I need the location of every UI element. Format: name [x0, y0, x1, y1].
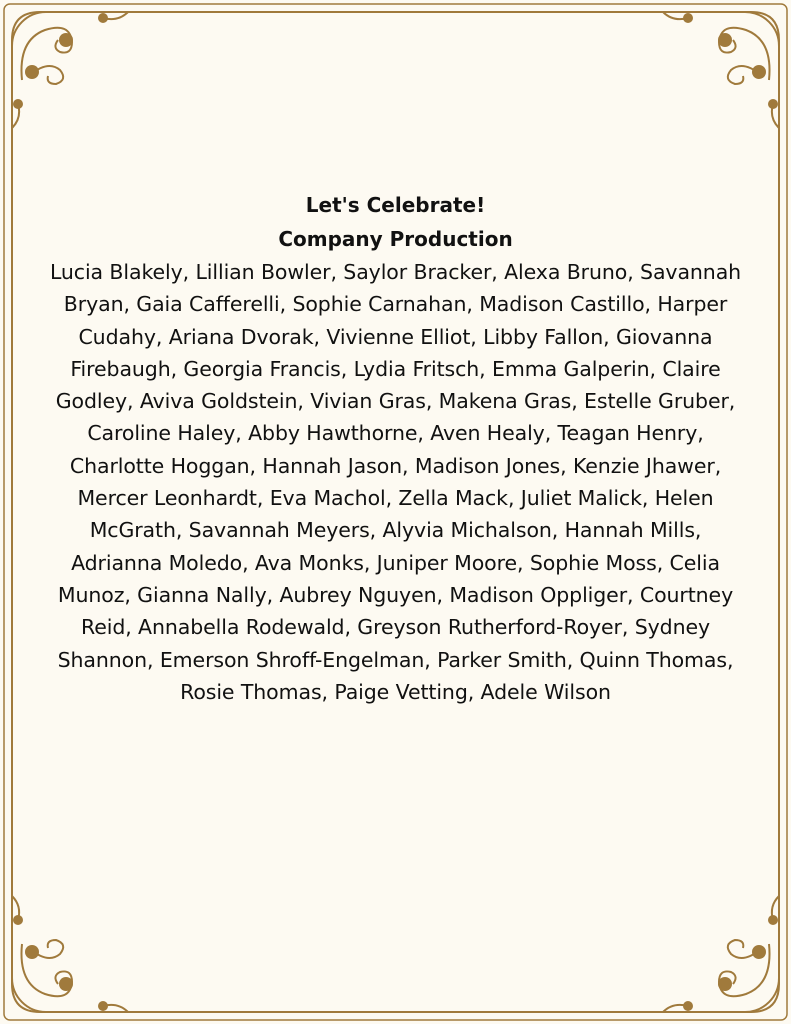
cast-names-list: Lucia Blakely, Lillian Bowler, Saylor Bracker, Alexa Bruno, Savannah Bryan, Gaia Cafferelli, Sophie Carnahan, Madison Castillo, Harper Cudahy, Ariana Dvorak, Vivienne Elliot, Libby Fallon, Giovanna Firebaugh, Georgia Francis, Lydia Fritsch, Emma Galperin, Claire Godley, Aviva Goldstein, Vivian Gras, Makena Gras, Estelle Gruber, Caroline Haley, Abby Hawthorne, Aven Healy, Teagan Henry, Charlotte Hoggan, Hannah Jason, Madison Jones, Kenzie Jhawer, Mercer Leonhardt, Eva Machol, Zella Mack, Juliet Malick, Helen McGrath, Savannah Meyers, Alyvia Michalson, Hannah Mills, Adrianna Moledo, Ava Monks, Juniper Moore, Sophie Moss, Celia Munoz, Gianna Nally, Aubrey Nguyen, Madison Oppliger, Courtney Reid, Annabella Rodewald, Greyson Rutherford-Royer, Sydney Shannon, Emerson Shroff-Engelman, Parker Smith, Quinn Thomas, Rosie Thomas, Paige Vetting, Adele Wilson [49, 260, 742, 704]
document-body [48, 188, 743, 708]
scroll-flourish-icon [656, 889, 779, 1012]
page-title: Let's Celebrate! [305, 193, 486, 217]
scroll-flourish-icon [12, 12, 135, 135]
scroll-flourish-icon [12, 889, 135, 1012]
scroll-flourish-icon [656, 12, 779, 135]
page-subtitle: Company Production [278, 227, 513, 251]
